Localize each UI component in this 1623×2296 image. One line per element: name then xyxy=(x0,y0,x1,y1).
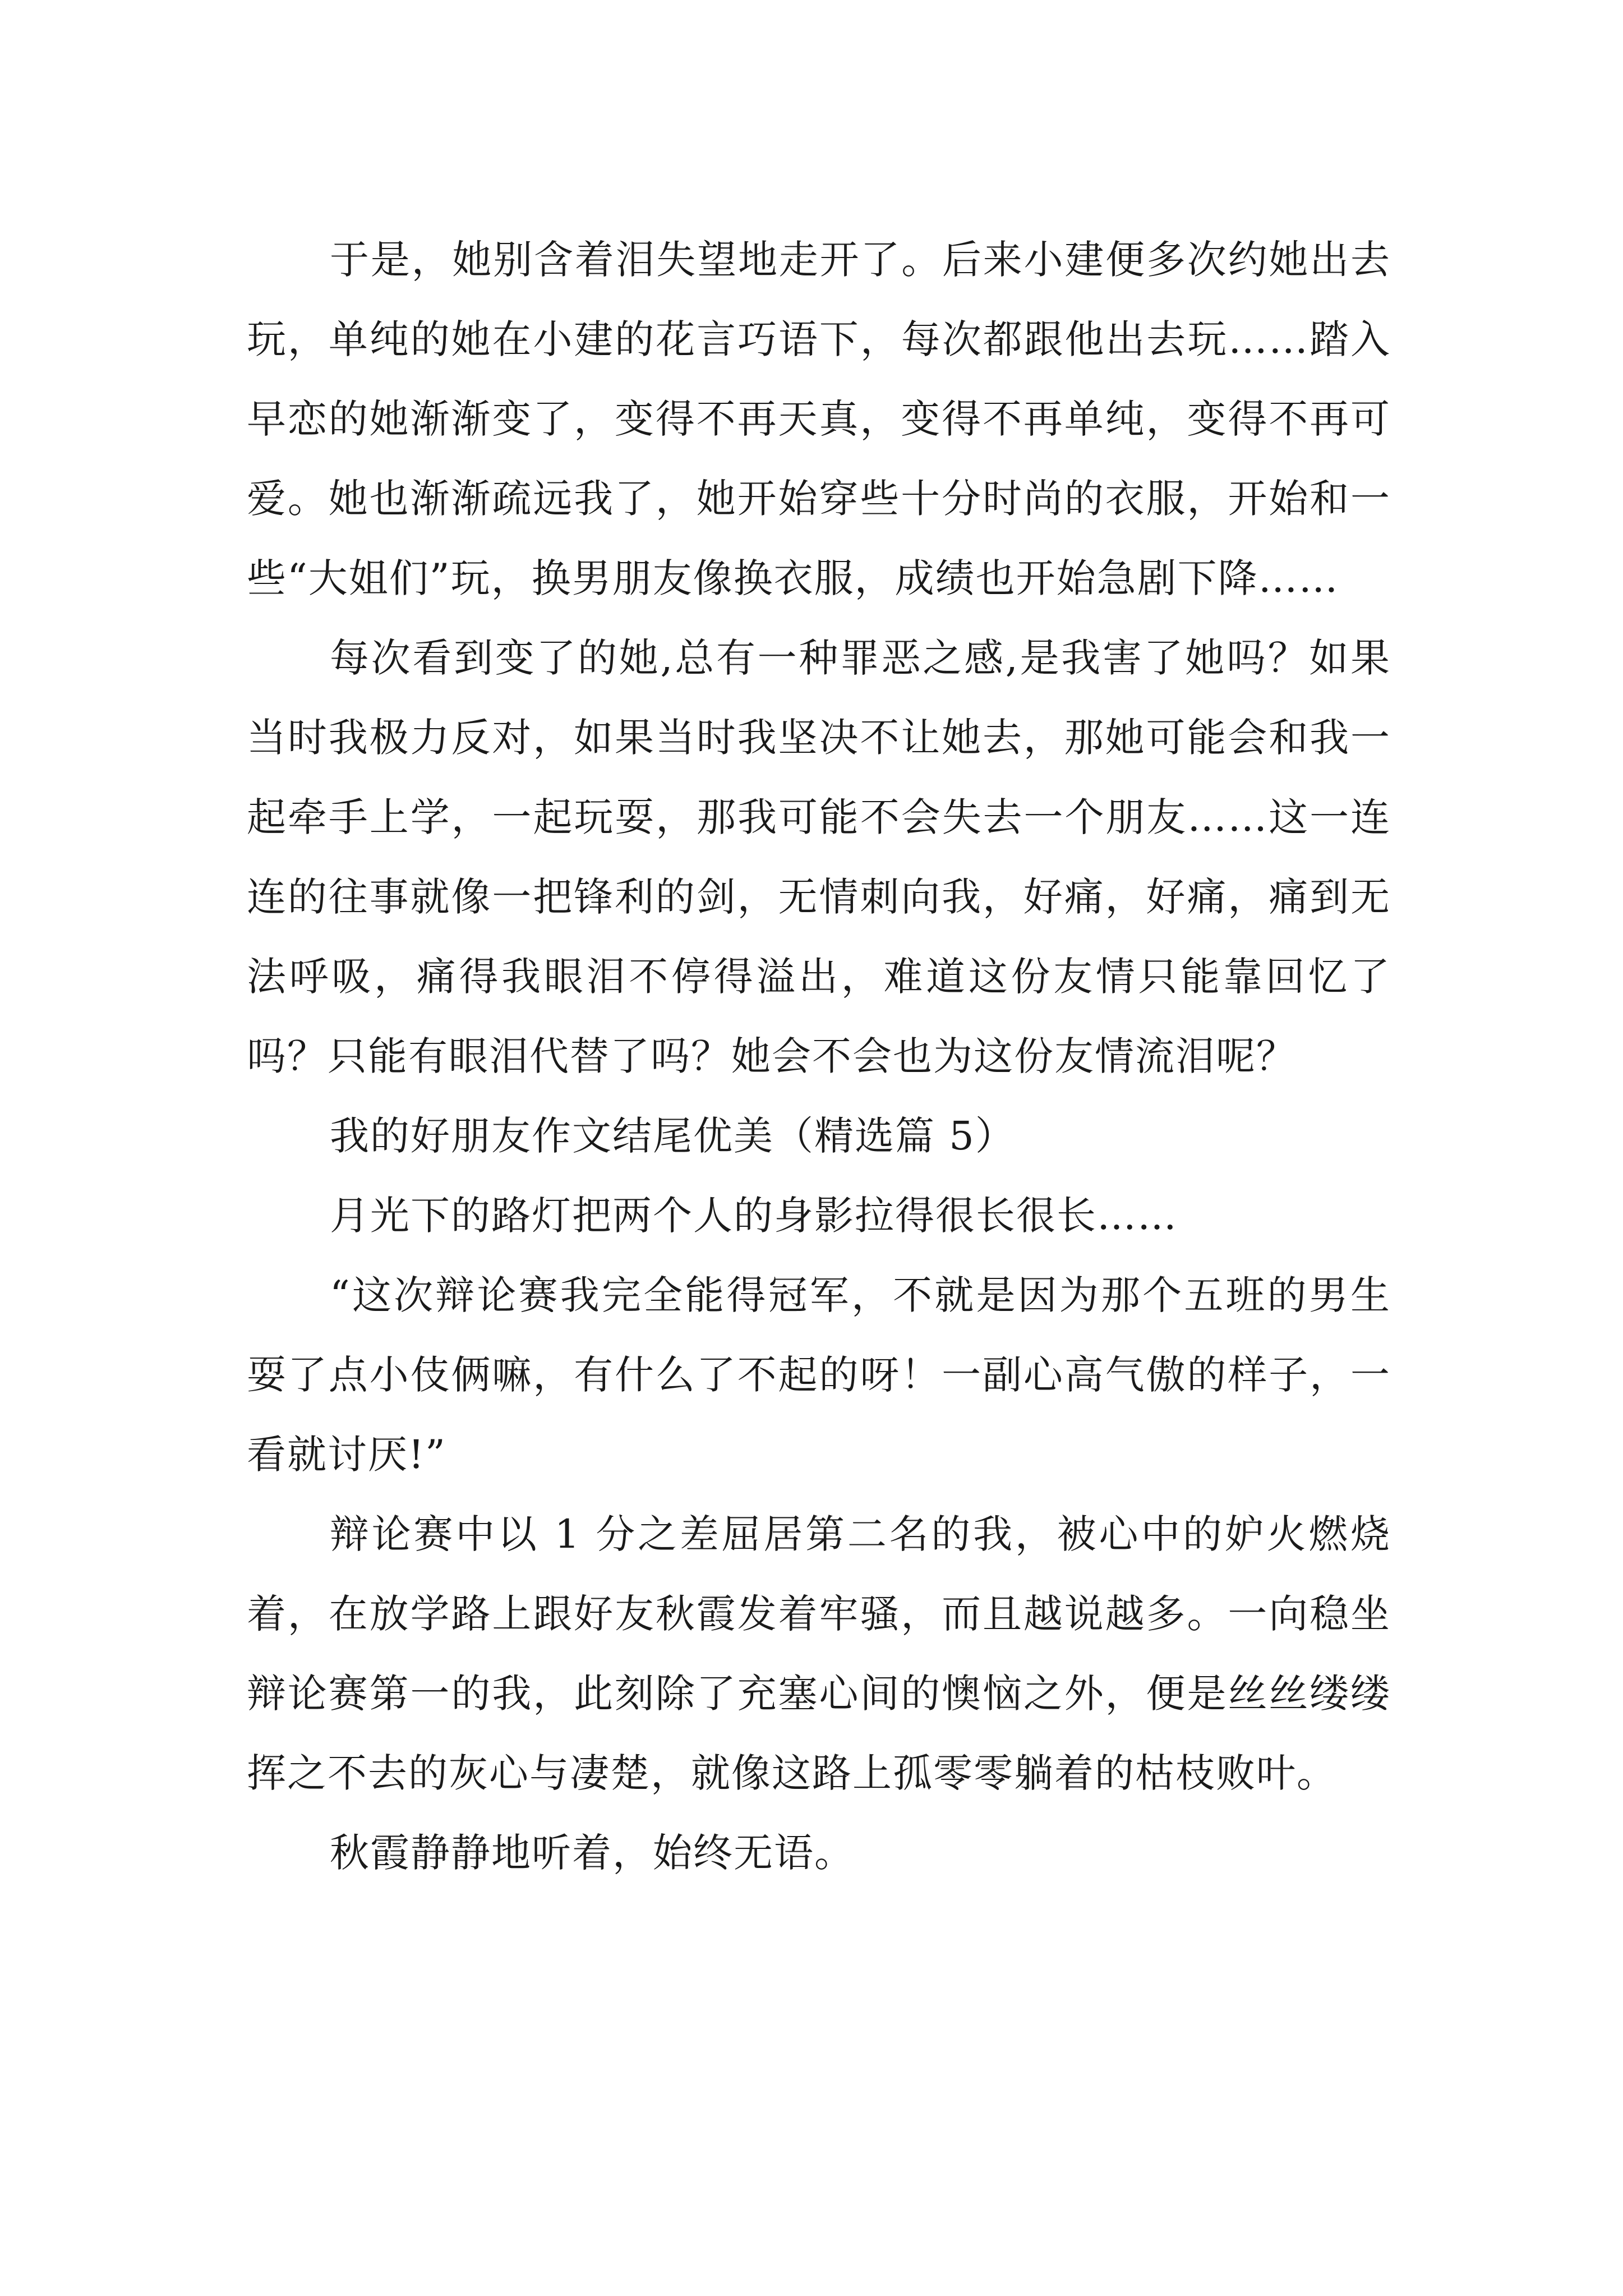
paragraph-6: 秋霞静静地听着，始终无语。 xyxy=(330,1830,855,1876)
paragraph-1: 于是，她别含着泪失望地走开了。后来小建便多次约她出去玩，单纯的她在小建的花言巧语下，每次都跟他出去玩……踏入早恋的她渐渐变了，变得不再天真，变得不再单纯，变得不再可爱。她也渐渐疏远我了，她开始穿些十分时尚的衣服，开始和一些“大姐们”玩，换男朋友像换衣服，成绩也开始急剧下降…… xyxy=(247,237,1391,601)
paragraph-3: 月光下的路灯把两个人的身影拉得很长很长…… xyxy=(330,1193,1178,1239)
paragraph-5: 辩论赛中以 1 分之差屈居第二名的我，被心中的妒火燃烧着，在放学路上跟好友秋霞发着牢骚，而且越说越多。一向稳坐辩论赛第一的我，此刻除了充塞心间的懊恼之外，便是丝丝缕缕挥之不去的灰心与凄楚，就像这路上孤零零躺着的枯枝败叶。 xyxy=(247,1511,1391,1796)
section-heading: 我的好朋友作文结尾优美（精选篇 5） xyxy=(330,1113,1016,1159)
paragraph-2: 每次看到变了的她,总有一种罪恶之感,是我害了她吗？如果当时我极力反对，如果当时我坚决不让她去，那她可能会和我一起牵手上学，一起玩耍，那我可能不会失去一个朋友……这一连连的往事就像一把锋利的剑，无情刺向我，好痛，好痛，痛到无法呼吸，痛得我眼泪不停得溢出，难道这份友情只能靠回忆了吗？只能有眼泪代替了吗？她会不会也为这份友情流泪呢？ xyxy=(247,635,1391,1079)
paragraph-4: “这次辩论赛我完全能得冠军，不就是因为那个五班的男生耍了点小伎俩嘛，有什么了不起的呀！一副心高气傲的样子，一看就讨厌!” xyxy=(247,1272,1391,1478)
document-body xyxy=(247,220,1391,1893)
